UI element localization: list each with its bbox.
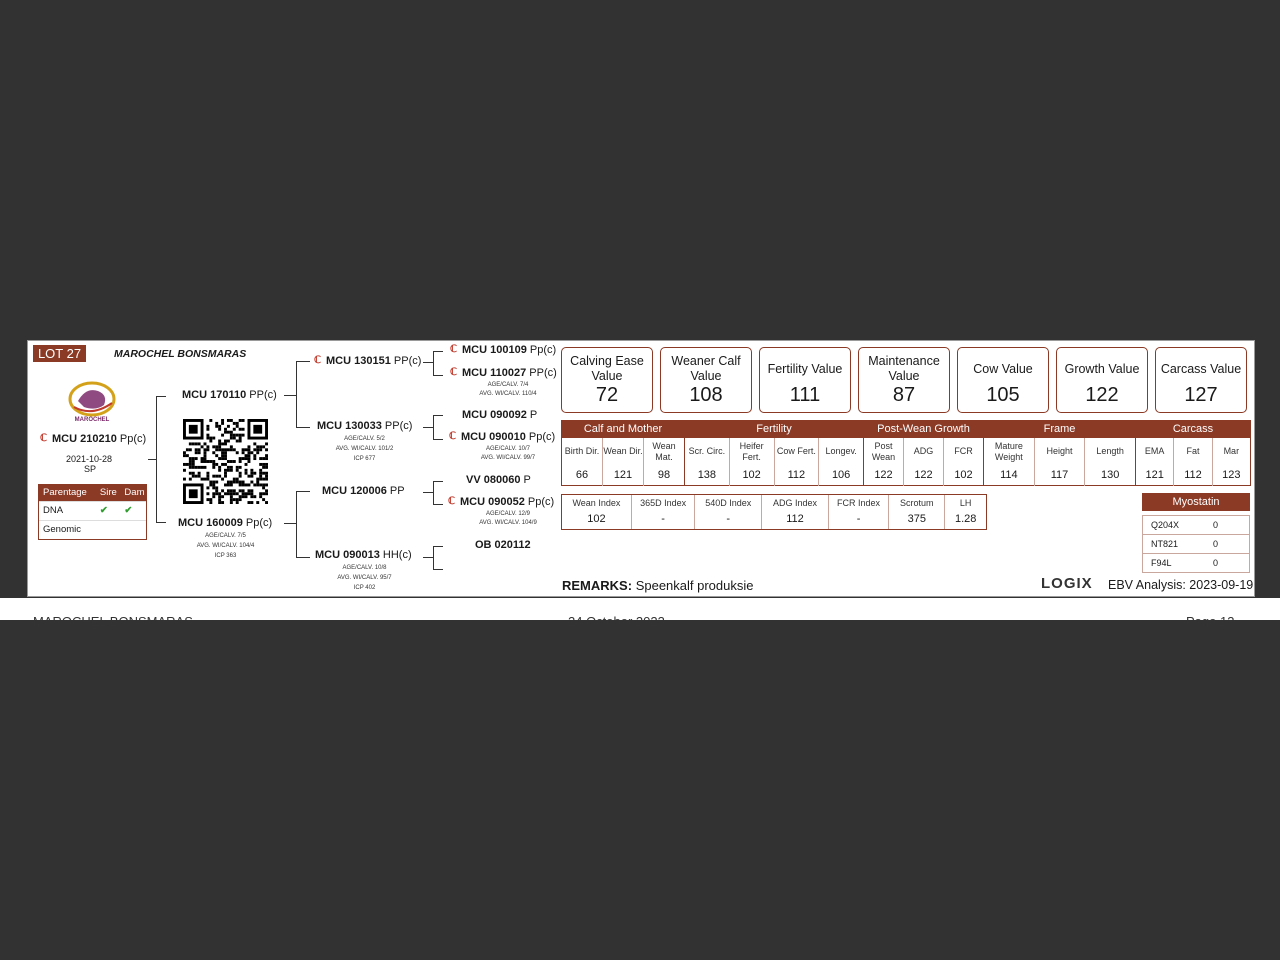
breeder-name: MAROCHEL BONSMARAS xyxy=(114,348,247,360)
value-box-fertility: Fertility Value 111 xyxy=(759,347,851,413)
ssd-stats: AGE/CALV. 7/4 AVG. WI/CALV. 110/4 xyxy=(479,382,537,397)
myostatin-title: Myostatin xyxy=(1142,493,1250,511)
lot-card xyxy=(27,340,1255,597)
ssd-id: ℂ MCU 110027 PP(c) xyxy=(450,367,557,379)
logix-logo: LOGIX xyxy=(1041,575,1093,592)
sire-id: MCU 170110 PP(c) xyxy=(182,389,277,401)
ebv-group-carcass: Carcass EMA 121 Fat 112 Mar 123 xyxy=(1135,420,1251,486)
ebv-table xyxy=(561,420,1251,486)
ebv-group-calf-mother: Calf and Mother Birth Dir. 66 Wean Dir. 121 Wean Mat. 98 xyxy=(561,420,685,486)
genomic-label: Genomic xyxy=(43,524,82,535)
sss-id: ℂ MCU 100109 Pp(c) xyxy=(450,344,557,356)
value-box-growth: Growth Value 122 xyxy=(1056,347,1148,413)
sdd-stats: AGE/CALV. 10/7 AVG. WI/CALV. 99/7 xyxy=(480,446,536,461)
dds-id: OB 020112 xyxy=(475,539,531,551)
remarks: REMARKS: Speenkalf produksie xyxy=(562,578,754,593)
value-box-calving-ease: Calving Ease Value 72 xyxy=(561,347,653,413)
qr-code xyxy=(183,419,268,504)
footer-date: 24 October 2023 xyxy=(568,614,665,629)
svg-text:MAROCHEL: MAROCHEL xyxy=(74,417,110,423)
footer-page: Page 13 xyxy=(1186,614,1235,629)
dss-id: VV 080060 P xyxy=(466,474,531,486)
dna-dam-check-icon: ✔ xyxy=(124,505,133,516)
parentage-table xyxy=(38,484,147,540)
sds-id: MCU 090092 P xyxy=(462,409,538,421)
dna-label: DNA xyxy=(43,505,64,516)
flag-icon: ℂ xyxy=(448,496,455,508)
value-box-cow: Cow Value 105 xyxy=(957,347,1049,413)
index-table: Wean Index 102 365D Index - 540D Index - ADG Index 112 FCR Index - Scrotum 375 LH 1.28 xyxy=(561,494,987,530)
dd-id: MCU 090013 HH(c) xyxy=(315,549,412,561)
sire-header: Sire xyxy=(99,487,117,498)
value-box-carcass: Carcass Value 127 xyxy=(1155,347,1247,413)
dam-id: MCU 160009 Pp(c) xyxy=(178,517,273,529)
animal-type: SP xyxy=(84,464,97,474)
dna-sire-check-icon: ✔ xyxy=(99,505,108,516)
myostatin-table: Myostatin Q204X 0 NT821 0 F94L 0 xyxy=(1142,493,1250,573)
dd-stats: AGE/CALV. 10/8 AVG. WI/CALV. 95/7 ICP 402 xyxy=(337,565,392,591)
value-box-maintenance: Maintenance Value 87 xyxy=(858,347,950,413)
flag-icon: ℂ xyxy=(450,344,457,356)
parentage-header: Parentage xyxy=(43,487,87,498)
dam-stats: AGE/CALV. 7/5 AVG. WI/CALV. 104/4 ICP 363 xyxy=(196,533,255,559)
ebv-group-frame: Frame Mature Weight 114 Height 117 Length 130 xyxy=(983,420,1136,486)
analysis-date: EBV Analysis: 2023-09-19 xyxy=(1108,578,1254,592)
sdd-id: ℂ MCU 090010 Pp(c) xyxy=(449,431,556,443)
breeder-logo xyxy=(64,377,120,425)
sd-id: MCU 130033 PP(c) xyxy=(317,420,413,432)
lot-badge: LOT 27 xyxy=(33,345,86,362)
flag-icon: ℂ xyxy=(449,431,456,443)
flag-icon: ℂ xyxy=(40,433,47,445)
ds-id: MCU 120006 PP xyxy=(322,485,405,497)
dsd-id: ℂ MCU 090052 Pp(c) xyxy=(448,496,555,508)
value-box-weaner-calf: Weaner Calf Value 108 xyxy=(660,347,752,413)
flag-icon: ℂ xyxy=(450,367,457,379)
page-footer-strip xyxy=(0,598,1280,629)
flag-icon: ℂ xyxy=(314,355,321,367)
animal-dob: 2021-10-28 xyxy=(66,454,113,464)
ebv-group-fertility: Fertility Scr. Circ. 138 Heifer Fert. 102 Cow Fert. 112 Longev. 106 xyxy=(684,420,864,486)
sd-stats: AGE/CALV. 5/2 AVG. WI/CALV. 101/2 ICP 677 xyxy=(335,436,394,462)
ss-id: ℂ MCU 130151 PP(c) xyxy=(314,355,422,367)
dam-header: Dam xyxy=(124,487,145,498)
animal-id: ℂ MCU 210210 Pp(c) xyxy=(40,433,147,445)
ebv-group-post-wean: Post-Wean Growth Post Wean 122 ADG 122 FCR 102 xyxy=(863,420,984,486)
footer-breeder: MAROCHEL BONSMARAS xyxy=(33,614,193,629)
dsd-stats: AGE/CALV. 12/9 AVG. WI/CALV. 104/9 xyxy=(479,511,537,526)
